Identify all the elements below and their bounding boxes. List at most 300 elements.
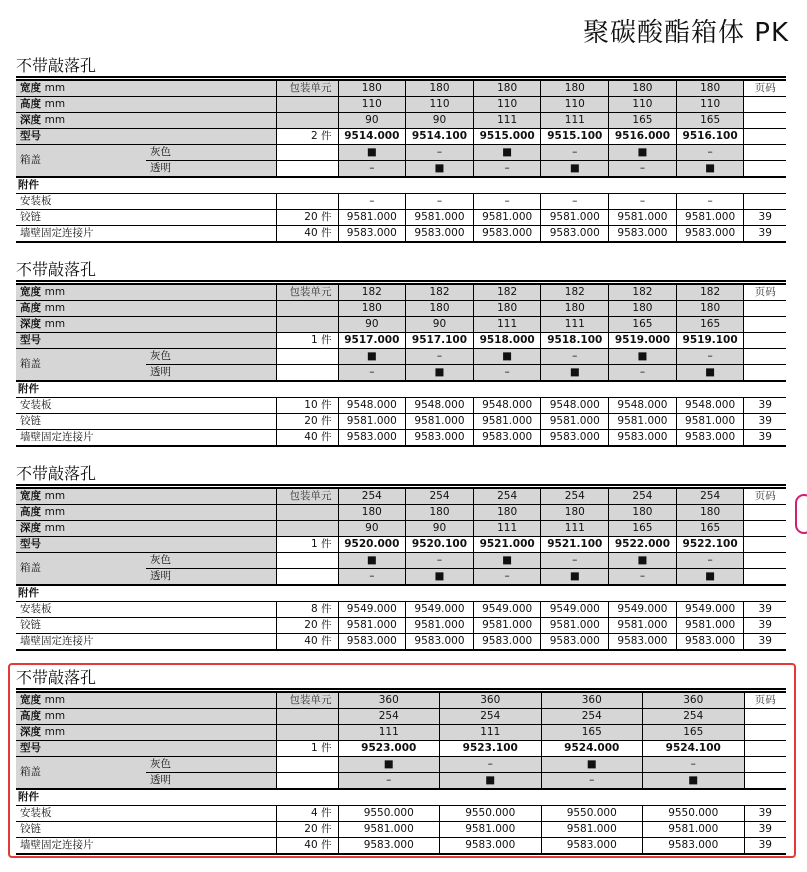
page-number: 39	[744, 430, 786, 447]
dimension-cell: 180	[609, 301, 677, 317]
accessory-part-number: 9581.000	[338, 618, 406, 634]
model-number: 9518.100	[541, 333, 609, 349]
lid-mark: ■	[406, 569, 474, 586]
unit-cell	[276, 349, 338, 365]
unit-mm: mm	[44, 114, 66, 126]
model-number: 9519.000	[609, 333, 677, 349]
accessory-part-number: 9549.000	[338, 602, 406, 618]
model-number: 9521.000	[473, 537, 541, 553]
row-label	[16, 80, 276, 97]
lid-mark: –	[473, 161, 541, 178]
accessory-part-number: 9583.000	[406, 226, 474, 243]
accessory-part-number: 9583.000	[541, 226, 609, 243]
accessory-part-number: 9583.000	[609, 634, 677, 651]
accessory-part-number: 9549.000	[609, 602, 677, 618]
lid-label: 箱盖	[16, 553, 146, 586]
model-number: 9522.000	[609, 537, 677, 553]
accessory-part-number: 9548.000	[338, 398, 406, 414]
lid-mark: ■	[406, 365, 474, 382]
accessory-part-number: 9581.000	[609, 210, 677, 226]
accessory-unit: 20 件	[276, 822, 338, 838]
accessory-part-number: –	[338, 194, 406, 210]
lid-mark: –	[338, 773, 440, 790]
dimension-cell: 165	[643, 725, 745, 741]
row-label-text: 宽度	[20, 82, 41, 94]
table-row	[16, 488, 786, 505]
table-row	[16, 226, 786, 243]
unit-cell	[276, 505, 338, 521]
accessory-part-number: 9583.000	[541, 838, 643, 855]
dimension-cell: 254	[609, 488, 677, 505]
dimension-cell: 180	[473, 505, 541, 521]
page-number: 39	[744, 602, 786, 618]
dimension-cell: 111	[473, 317, 541, 333]
unit-mm: mm	[44, 98, 66, 110]
unit-cell	[276, 365, 338, 382]
unit-mm: mm	[44, 710, 66, 722]
dimension-cell: 360	[643, 692, 745, 709]
table-row	[16, 145, 786, 161]
accessory-part-number: 9583.000	[609, 430, 677, 447]
accessory-label: 安装板	[16, 602, 276, 618]
page-cell	[744, 537, 786, 553]
accessory-part-number: 9581.000	[338, 414, 406, 430]
dimension-cell: 90	[406, 317, 474, 333]
page-cell	[744, 553, 786, 569]
lid-mark: ■	[676, 365, 744, 382]
dimension-cell: 254	[406, 488, 474, 505]
accessory-label: 安装板	[16, 806, 276, 822]
unit-cell	[276, 145, 338, 161]
pack-unit-header: 包装单元	[276, 80, 338, 97]
accessory-unit: 8 件	[276, 602, 338, 618]
page-cell	[744, 161, 786, 178]
accessory-part-number: 9583.000	[440, 838, 542, 855]
dimension-cell: 180	[406, 505, 474, 521]
lid-mark: ■	[609, 553, 677, 569]
lid-mark: –	[541, 553, 609, 569]
accessory-part-number: 9583.000	[541, 430, 609, 447]
dimension-cell: 90	[338, 113, 406, 129]
model-number: 9520.000	[338, 537, 406, 553]
table-row	[16, 194, 786, 210]
row-label	[16, 97, 276, 113]
dimension-cell: 180	[406, 80, 474, 97]
row-label-text: 宽度	[20, 694, 41, 706]
dimension-cell: 111	[338, 725, 440, 741]
model-number: 9518.000	[473, 333, 541, 349]
block-title: 不带敲落孔	[16, 668, 97, 687]
accessory-part-number: –	[609, 194, 677, 210]
dimension-cell: 110	[676, 97, 744, 113]
page-title: 聚碳酸酯箱体 PK	[583, 18, 789, 48]
accessory-part-number: 9581.000	[541, 414, 609, 430]
accessory-part-number: 9550.000	[440, 806, 542, 822]
table-row	[16, 505, 786, 521]
lid-mark: –	[406, 553, 474, 569]
dimension-cell: 165	[609, 521, 677, 537]
accessory-part-number: 9583.000	[338, 430, 406, 447]
lid-mark: –	[609, 365, 677, 382]
accessory-part-number: 9550.000	[338, 806, 440, 822]
lid-mark: –	[338, 569, 406, 586]
dimension-cell: 110	[609, 97, 677, 113]
model-number: 9516.100	[676, 129, 744, 145]
table-row	[16, 80, 786, 97]
dimension-cell: 182	[473, 284, 541, 301]
row-label-text: 型号	[20, 742, 41, 754]
model-number: 9523.000	[338, 741, 440, 757]
lid-mark: –	[473, 365, 541, 382]
accessory-part-number: 9581.000	[541, 822, 643, 838]
accessory-part-number: 9549.000	[406, 602, 474, 618]
accessory-part-number: 9583.000	[676, 634, 744, 651]
row-label-text: 宽度	[20, 286, 41, 298]
lid-mark: –	[609, 569, 677, 586]
pack-unit-header: 包装单元	[276, 488, 338, 505]
dimension-cell: 180	[338, 80, 406, 97]
dimension-cell: 254	[440, 709, 542, 725]
row-label-text: 深度	[20, 726, 41, 738]
dimension-cell: 360	[440, 692, 542, 709]
unit-mm: mm	[44, 286, 66, 298]
accessory-label: 铰链	[16, 822, 276, 838]
accessory-part-number: 9548.000	[609, 398, 677, 414]
page-header: 页码	[744, 80, 786, 97]
dimension-cell: 111	[541, 521, 609, 537]
page-number: 39	[744, 210, 786, 226]
unit-mm: mm	[44, 318, 66, 330]
row-label	[16, 521, 276, 537]
table-row	[16, 634, 786, 651]
accessory-part-number: 9581.000	[609, 414, 677, 430]
dimension-cell: 254	[676, 488, 744, 505]
accessory-part-number: 9583.000	[676, 430, 744, 447]
accessory-label: 铰链	[16, 210, 276, 226]
model-number: 9515.000	[473, 129, 541, 145]
model-number: 9515.100	[541, 129, 609, 145]
product-block-1	[16, 56, 786, 243]
lid-mark: –	[541, 773, 643, 790]
accessory-part-number: 9583.000	[338, 634, 406, 651]
unit-cell	[276, 521, 338, 537]
accessory-part-number: 9583.000	[473, 634, 541, 651]
row-label-text: 高度	[20, 506, 41, 518]
lid-mark: –	[338, 365, 406, 382]
lid-mark: ■	[338, 349, 406, 365]
accessory-part-number: 9581.000	[541, 210, 609, 226]
dimension-cell: 90	[338, 317, 406, 333]
page-cell	[744, 317, 786, 333]
accessory-part-number: –	[676, 194, 744, 210]
dimension-cell: 254	[643, 709, 745, 725]
table-row	[16, 113, 786, 129]
dimension-cell: 90	[406, 113, 474, 129]
model-number: 9514.000	[338, 129, 406, 145]
accessory-unit: 40 件	[276, 838, 338, 855]
dimension-cell: 180	[541, 80, 609, 97]
pack-unit-header: 包装单元	[276, 284, 338, 301]
dimension-cell: 254	[541, 709, 643, 725]
product-block-3	[16, 464, 786, 651]
unit-cell	[276, 301, 338, 317]
accessory-unit: 40 件	[276, 430, 338, 447]
page-number: 39	[744, 634, 786, 651]
table-row	[16, 537, 786, 553]
block-title: 不带敲落孔	[16, 464, 97, 483]
lid-mark: ■	[473, 349, 541, 365]
dimension-cell: 165	[541, 725, 643, 741]
dimension-cell: 165	[609, 113, 677, 129]
accessory-part-number: 9583.000	[676, 226, 744, 243]
dimension-cell: 180	[676, 505, 744, 521]
dimension-cell: 360	[541, 692, 643, 709]
dimension-cell: 182	[609, 284, 677, 301]
accessory-label: 安装板	[16, 194, 276, 210]
lid-label: 箱盖	[16, 349, 146, 382]
dimension-cell: 180	[541, 505, 609, 521]
accessory-part-number: 9581.000	[609, 618, 677, 634]
lid-mark: ■	[609, 349, 677, 365]
lid-variant-label: 灰色	[146, 553, 276, 569]
dimension-cell: 254	[541, 488, 609, 505]
accessory-part-number: 9581.000	[473, 210, 541, 226]
row-label	[16, 537, 276, 553]
page-number: 39	[744, 414, 786, 430]
dimension-cell: 90	[338, 521, 406, 537]
accessory-part-number: 9548.000	[406, 398, 474, 414]
page-header: 页码	[744, 284, 786, 301]
table-row	[16, 381, 786, 398]
page-header: 页码	[744, 692, 786, 709]
row-label	[16, 333, 276, 349]
accessory-part-number: 9583.000	[609, 226, 677, 243]
model-number: 9517.000	[338, 333, 406, 349]
lid-mark: –	[406, 349, 474, 365]
unit-cell	[276, 317, 338, 333]
table-row	[16, 553, 786, 569]
lid-mark: ■	[473, 553, 541, 569]
lid-mark: –	[541, 349, 609, 365]
lid-variant-label: 灰色	[146, 349, 276, 365]
row-label	[16, 113, 276, 129]
dimension-cell: 165	[676, 113, 744, 129]
accessory-unit: 20 件	[276, 414, 338, 430]
table-row	[16, 333, 786, 349]
unit-cell	[276, 553, 338, 569]
lid-mark: –	[643, 757, 745, 773]
accessory-part-number: 9583.000	[473, 226, 541, 243]
dimension-cell: 180	[473, 80, 541, 97]
lid-variant-label: 透明	[146, 365, 276, 382]
lid-mark: ■	[406, 161, 474, 178]
dimension-cell: 182	[676, 284, 744, 301]
accessory-part-number: 9549.000	[676, 602, 744, 618]
accessory-part-number: 9583.000	[541, 634, 609, 651]
page-header: 页码	[744, 488, 786, 505]
lid-mark: –	[473, 569, 541, 586]
dimension-cell: 110	[406, 97, 474, 113]
accessory-unit: 10 件	[276, 398, 338, 414]
lid-mark: ■	[440, 773, 542, 790]
accessory-part-number: 9581.000	[643, 822, 745, 838]
accessory-label: 墙壁固定连接片	[16, 838, 276, 855]
model-number: 9519.100	[676, 333, 744, 349]
divider	[16, 280, 786, 282]
lid-mark: ■	[338, 757, 440, 773]
model-number: 9523.100	[440, 741, 542, 757]
accessory-part-number: 9548.000	[676, 398, 744, 414]
table-row	[16, 430, 786, 447]
model-unit: 2 件	[276, 129, 338, 145]
lid-mark: –	[406, 145, 474, 161]
accessory-unit	[276, 194, 338, 210]
page-cell	[744, 569, 786, 586]
dimension-cell: 180	[338, 505, 406, 521]
dimension-cell: 111	[440, 725, 542, 741]
lid-mark: –	[440, 757, 542, 773]
dimension-cell: 111	[473, 113, 541, 129]
lid-mark: –	[338, 161, 406, 178]
dimension-cell: 254	[338, 488, 406, 505]
unit-mm: mm	[44, 694, 66, 706]
row-label-text: 高度	[20, 302, 41, 314]
row-label	[16, 488, 276, 505]
page-number: 39	[744, 822, 786, 838]
accessory-part-number: 9583.000	[406, 634, 474, 651]
table-row	[16, 317, 786, 333]
accessory-part-number: 9581.000	[338, 210, 406, 226]
row-label-text: 深度	[20, 318, 41, 330]
accessory-part-number: 9583.000	[338, 226, 406, 243]
dimension-cell: 90	[406, 521, 474, 537]
unit-mm: mm	[44, 522, 66, 534]
model-number: 9514.100	[406, 129, 474, 145]
model-number: 9521.100	[541, 537, 609, 553]
dimension-cell: 180	[541, 301, 609, 317]
table-row	[16, 284, 786, 301]
dimension-cell: 180	[609, 505, 677, 521]
accessories-header: 附件	[16, 585, 786, 602]
table-row	[16, 585, 786, 602]
model-unit: 1 件	[276, 741, 338, 757]
accessory-part-number: 9583.000	[338, 838, 440, 855]
accessory-unit: 20 件	[276, 618, 338, 634]
dimension-cell: 180	[676, 80, 744, 97]
lid-mark: ■	[541, 569, 609, 586]
table-row	[16, 618, 786, 634]
page-cell	[744, 349, 786, 365]
unit-mm: mm	[44, 302, 66, 314]
block-title: 不带敲落孔	[16, 56, 97, 75]
model-number: 9524.000	[541, 741, 643, 757]
accessory-part-number: 9581.000	[406, 618, 474, 634]
dimension-cell: 165	[676, 317, 744, 333]
table-row	[16, 349, 786, 365]
spec-table	[16, 79, 786, 243]
row-label-text: 深度	[20, 522, 41, 534]
side-marker	[795, 494, 807, 534]
page-number	[744, 194, 786, 210]
lid-mark: ■	[541, 365, 609, 382]
row-label-text: 型号	[20, 538, 41, 550]
lid-variant-label: 灰色	[146, 145, 276, 161]
accessory-part-number: 9581.000	[406, 414, 474, 430]
dimension-cell: 110	[541, 97, 609, 113]
lid-mark: –	[541, 145, 609, 161]
accessory-unit: 40 件	[276, 226, 338, 243]
row-label-text: 高度	[20, 98, 41, 110]
accessory-part-number: 9550.000	[541, 806, 643, 822]
accessory-label: 墙壁固定连接片	[16, 430, 276, 447]
lid-mark: ■	[609, 145, 677, 161]
table-row	[16, 414, 786, 430]
page-number: 39	[744, 226, 786, 243]
lid-mark: ■	[473, 145, 541, 161]
accessory-label: 安装板	[16, 398, 276, 414]
model-number: 9524.100	[643, 741, 745, 757]
lid-variant-label: 透明	[146, 773, 276, 790]
accessory-part-number: 9581.000	[676, 618, 744, 634]
dimension-cell: 182	[338, 284, 406, 301]
divider	[16, 76, 786, 78]
model-number: 9522.100	[676, 537, 744, 553]
lid-mark: –	[676, 553, 744, 569]
lid-mark: ■	[541, 161, 609, 178]
accessory-part-number: 9581.000	[473, 414, 541, 430]
lid-label: 箱盖	[16, 757, 146, 790]
accessory-part-number: 9581.000	[541, 618, 609, 634]
dimension-cell: 111	[473, 521, 541, 537]
highlight-box	[8, 663, 796, 858]
dimension-cell: 182	[406, 284, 474, 301]
dimension-cell: 165	[676, 521, 744, 537]
table-row	[16, 301, 786, 317]
accessory-unit: 20 件	[276, 210, 338, 226]
accessory-part-number: 9549.000	[473, 602, 541, 618]
dimension-cell: 110	[473, 97, 541, 113]
accessory-label: 铰链	[16, 414, 276, 430]
block-title: 不带敲落孔	[16, 260, 97, 279]
unit-cell	[276, 113, 338, 129]
table-row	[16, 177, 786, 194]
row-label	[16, 317, 276, 333]
unit-mm: mm	[44, 506, 66, 518]
accessory-part-number: 9548.000	[473, 398, 541, 414]
lid-variant-label: 透明	[146, 569, 276, 586]
dimension-cell: 111	[541, 317, 609, 333]
accessory-part-number: 9550.000	[643, 806, 745, 822]
unit-mm: mm	[44, 82, 66, 94]
lid-mark: ■	[338, 553, 406, 569]
table-row	[16, 521, 786, 537]
unit-cell	[276, 97, 338, 113]
page-cell	[744, 301, 786, 317]
accessory-part-number: 9583.000	[473, 430, 541, 447]
page-number: 39	[744, 618, 786, 634]
page-cell	[744, 97, 786, 113]
accessory-part-number: –	[406, 194, 474, 210]
row-label-text: 高度	[20, 710, 41, 722]
accessory-part-number: 9583.000	[643, 838, 745, 855]
lid-mark: ■	[338, 145, 406, 161]
page-cell	[744, 129, 786, 145]
dimension-cell: 360	[338, 692, 440, 709]
lid-label: 箱盖	[16, 145, 146, 178]
dimension-cell: 180	[406, 301, 474, 317]
table-row	[16, 129, 786, 145]
row-label	[16, 505, 276, 521]
